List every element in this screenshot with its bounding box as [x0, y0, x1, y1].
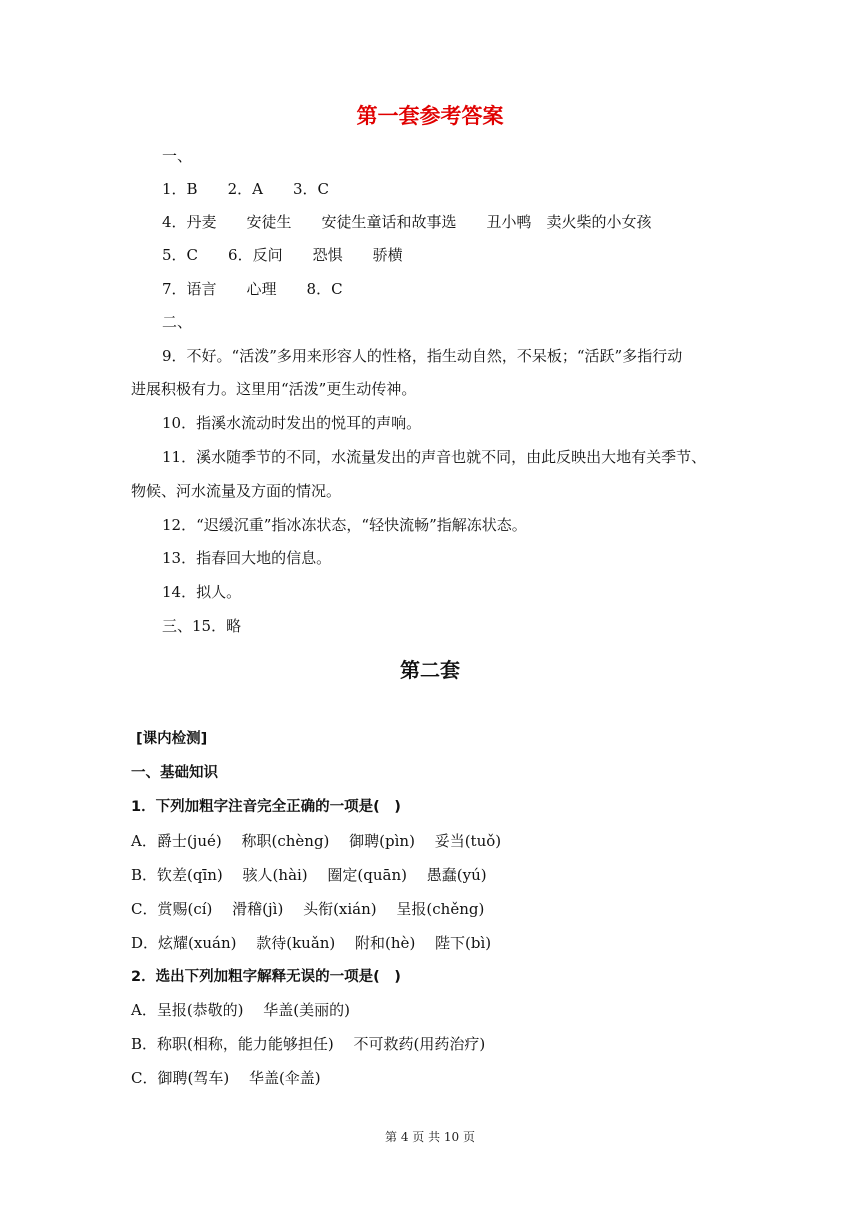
answer-line: 二、 — [162, 313, 193, 331]
question-1-stem: 1．下列加粗字注音完全正确的一项是( ) — [131, 799, 401, 815]
answer-line: 10．指溪水流动时发出的悦耳的声响。 — [162, 414, 422, 432]
section-label: [课内检测] — [136, 731, 208, 747]
answer-line: 9．不好。“活泼”多用来形容人的性格，指生动自然，不呆板；“活跃”多指行动 — [162, 347, 683, 365]
answer-line: 13．指春回大地的信息。 — [162, 549, 332, 567]
question-2-option-a: A．呈报(恭敬的) 华盖(美丽的) — [131, 1001, 351, 1019]
answer-line: 三、15．略 — [162, 617, 242, 635]
answer-line: 物候、河水流量及方面的情况。 — [131, 482, 342, 500]
question-2-option-b: B．称职(相称，能力能够担任) 不可救药(用药治疗) — [131, 1035, 486, 1053]
answer-line: 4．丹麦 安徒生 安徒生童话和故事选 丑小鸭 卖火柴的小女孩 — [162, 213, 652, 231]
question-1-option-b: B．钦差(qīn) 骇人(hài) 圈定(quān) 愚蠢(yú) — [131, 866, 487, 884]
answer-line: 进展积极有力。这里用“活泼”更生动传神。 — [131, 380, 417, 398]
question-1-option-d: D．炫耀(xuán) 款待(kuǎn) 附和(hè) 陛下(bì) — [131, 934, 492, 952]
answer-line: 1．B 2．A 3．C — [162, 180, 329, 198]
part-heading: 一、基础知识 — [131, 765, 218, 781]
answer-line: 一、 — [162, 147, 193, 165]
question-2-stem: 2．选出下列加粗字解释无误的一项是( ) — [131, 969, 401, 985]
question-1-option-a: A．爵士(jué) 称职(chèng) 御聘(pìn) 妥当(tuǒ) — [131, 832, 502, 850]
question-1-option-c: C．赏赐(cí) 滑稽(jì) 头衔(xián) 呈报(chěng) — [131, 900, 485, 918]
answer-line: 14．拟人。 — [162, 583, 242, 601]
answer-line: 12．“迟缓沉重”指冰冻状态，“轻快流畅”指解冻状态。 — [162, 516, 527, 534]
page-footer: 第 4 页 共 10 页 — [385, 1130, 475, 1144]
answer-line: 7．语言 心理 8．C — [162, 280, 343, 298]
answer-line: 5．C 6．反问 恐惧 骄横 — [162, 246, 403, 264]
set2-title: 第二套 — [400, 658, 460, 682]
question-2-option-c: C．御聘(驾车) 华盖(伞盖) — [131, 1069, 321, 1087]
answers-title: 第一套参考答案 — [356, 104, 504, 128]
answer-line: 11．溪水随季节的不同，水流量发出的声音也就不同，由此反映出大地有关季节、 — [162, 448, 707, 466]
